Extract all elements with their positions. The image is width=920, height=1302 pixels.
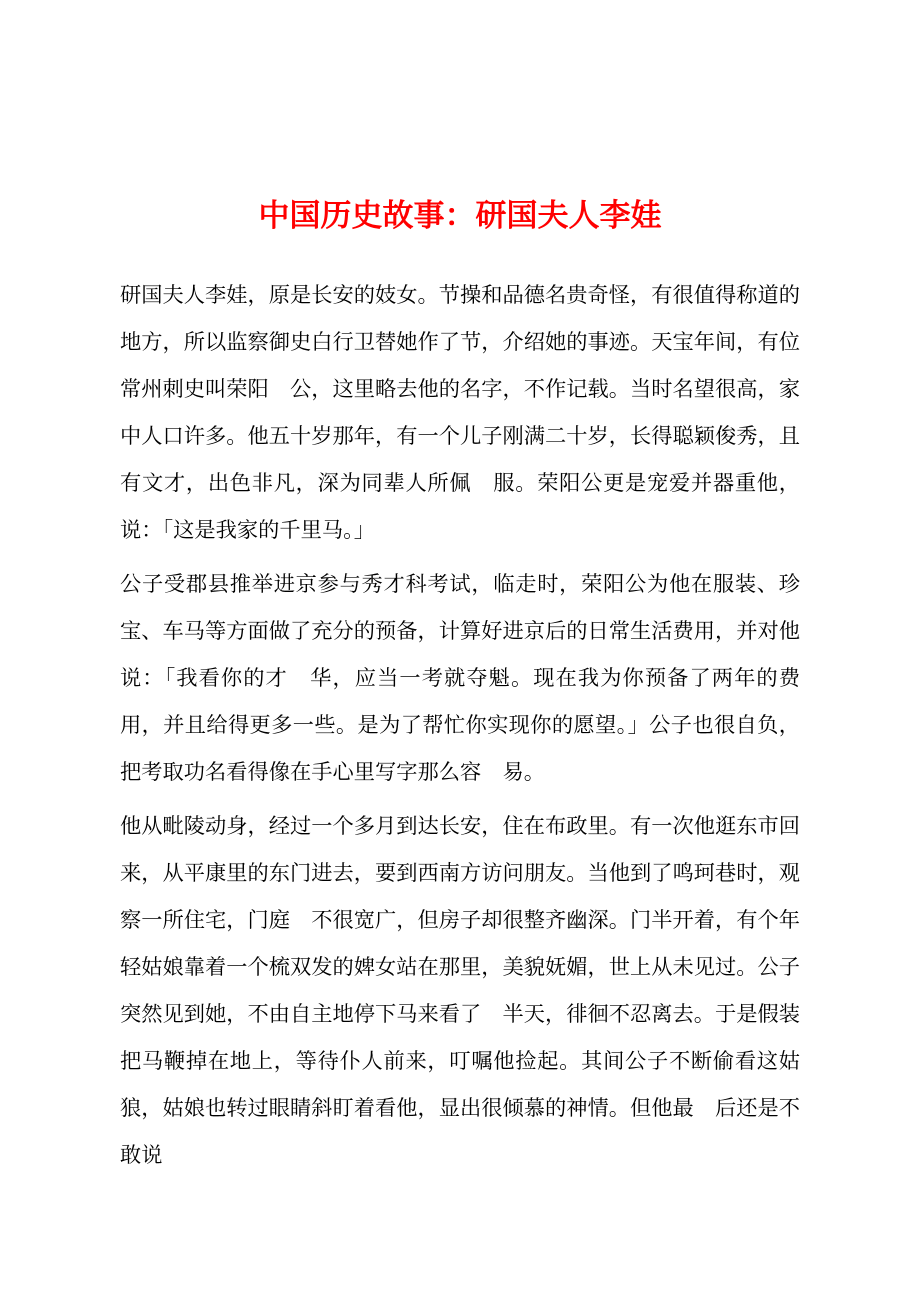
paragraph-3: 他从毗陵动身，经过一个多月到达长安，住在布政里。有一次他逛东市回来，从平康里的东门进去，要到西南方访问朋友。当他到了鸣珂巷时，观察一所住宅，门庭 不很宽广，但房子却很整齐幽深。门半开着，有个年轻姑娘靠着一个梳双发的婢女站在那里，美貌妩媚，世上从未见过。公子突然见到她，不由自主地停下马来看了 半天，徘徊不忍离去。于是假装把马鞭掉在地上，等待仆人前来，叮嘱他捡起。其间公子不断偷看这姑狼，姑娘也转过眼睛斜盯着看他，显出很倾慕的神情。但他最 后还是不敢说 bbox=[120, 814, 801, 1167]
document-body bbox=[120, 272, 800, 1179]
paragraph-1: 研国夫人李娃，原是长安的妓女。节操和品德名贵奇怪，有很值得称道的地方，所以监察御史白行卫替她作了节，介绍她的事迹。天宝年间，有位常州刺史叫荣阳 公，这里略去他的名字，不作记载。当时名望很高，家中人口许多。他五十岁那年，有一个儿子刚满二十岁，长得聪颖俊秀，且有文才，出色非凡，深为同辈人所佩 服。荣阳公更是宠爱并器重他，说：「这是我家的千里马。」 bbox=[120, 283, 801, 542]
paragraph-2: 公子受郡县推举进京参与秀才科考试，临走时，荣阳公为他在服装、珍宝、车马等方面做了充分的预备，计算好进京后的日常生活费用，并对他说：「我看你的才 华，应当一考就夺魁。现在我为你预备了两年的费用，并且给得更多一些。是为了帮忙你实现你的愿望。」公子也很自负，把考取功名看得像在手心里写字那么容 易。 bbox=[120, 572, 801, 784]
document-title: 中国历史故事：研国夫人李娃 bbox=[258, 198, 662, 233]
